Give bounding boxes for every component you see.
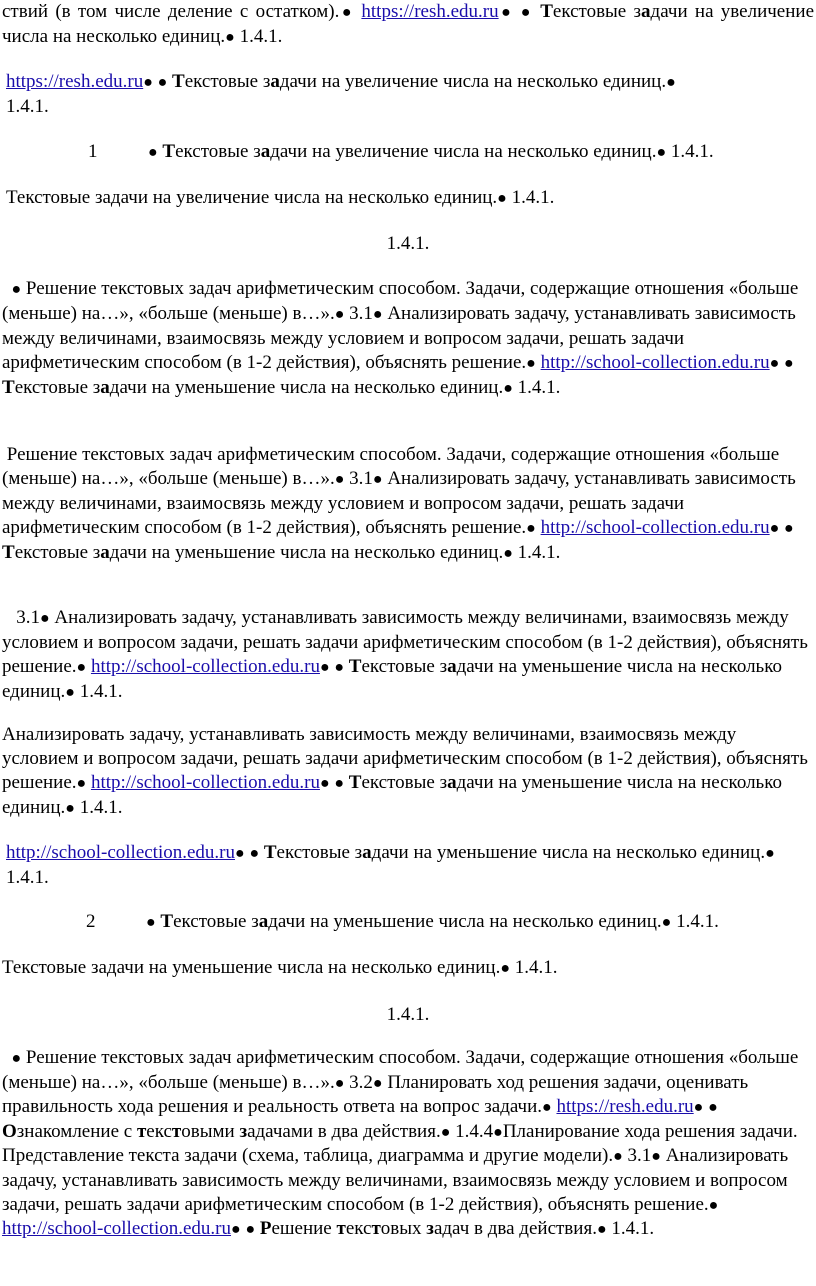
bullet-icon: ● xyxy=(231,1221,241,1239)
paragraph-8: 3.1● Анализировать задачу, устанавливать зависимость между величинами, взаимосвязь между условием и вопросом задачи, решать задачи арифметическим способом (в 1-2 действия), объяснять решение.● http://school-collection.edu.ru● ● Текстовые задачи на уменьшение числа на несколько единиц.● 1.4.1. xyxy=(2,607,808,702)
bullet-icon: ● xyxy=(784,355,794,372)
bullet-icon: ● xyxy=(372,471,383,488)
bullet-icon: ● xyxy=(225,29,235,46)
bullet-icon: ● xyxy=(245,1221,256,1239)
bullet-icon: ● xyxy=(11,281,22,298)
bullet-icon: ● xyxy=(65,684,75,701)
bullet-icon: ● xyxy=(520,4,533,21)
resh-link[interactable]: https://resh.edu.ru xyxy=(556,1096,694,1118)
school-collection-link[interactable]: http://school-collection.edu.ru xyxy=(90,772,320,793)
bullet-icon: ● xyxy=(493,1123,503,1141)
bullet-icon: ● xyxy=(334,659,345,676)
bullet-icon: ● xyxy=(157,74,168,91)
bullet-icon: ● xyxy=(339,4,355,21)
bullet-icon: ● xyxy=(372,306,383,323)
paragraph-7: Решение текстовых задач арифметическим способом. Задачи, содержащие отношения «больше (меньше) на…», «больше (меньше) в…».● 3.1● Анализировать задачу, устанавливать зависимость между величинами, взаимосвязь между условием и вопросом задачи, решать задачи арифметическим способом (в 1-2 действия), объяснять решение.● http://school-collection.edu.ru● ● Текстовые задачи на уменьшение числа на несколько единиц.● 1.4.1. xyxy=(2,444,796,563)
bullet-icon: ● xyxy=(613,1148,623,1166)
bullet-icon: ● xyxy=(693,1099,704,1117)
heading-1: 1 ● Текстовые задачи на увеличение числа на несколько единиц.● 1.4.1. xyxy=(88,141,714,162)
bullet-icon: ● xyxy=(11,1050,22,1067)
heading-2: 2 ● Текстовые задачи на уменьшение числа на несколько единиц.● 1.4.1. xyxy=(86,911,719,932)
bullet-icon: ● xyxy=(498,4,514,21)
bullet-icon: ● xyxy=(708,1099,718,1117)
school-collection-link[interactable]: http://school-collection.edu.ru xyxy=(540,352,770,373)
bullet-icon: ● xyxy=(784,520,794,537)
paragraph-14: ● Решение текстовых задач арифметическим способом. Задачи, содержащие отношения «больше (меньше) на…», «больше (меньше) в…».● 3.2● Планировать ход решения задачи, оценивать правильность хода решения и реальность ответа на вопрос задачи.● https://resh.edu.ru● ● Ознакомление с текстовыми задачами в два действия.● 1.4.4●Планирование хода решения задачи. Представление текста задачи (схема, таблица, диаграмма и другие модели).● 3.1● Анализировать задачу, устанавливать зависимость между величинами, взаимосвязь между условием и вопросом задачи, решать задачи арифметическим способом (в 1-2 действия), объяснять решение.● http://school-collection.edu.ru● ● Решение текстовых задач в два действия.● 1.4.1. xyxy=(2,1047,799,1240)
bullet-icon: ● xyxy=(76,659,87,676)
resh-link[interactable]: https://resh.edu.ru xyxy=(361,1,499,22)
bullet-icon: ● xyxy=(76,775,87,792)
bullet-icon: ● xyxy=(708,1196,719,1214)
resh-link[interactable]: https://resh.edu.ru xyxy=(6,71,144,92)
bullet-icon: ● xyxy=(143,74,153,91)
bullet-icon: ● xyxy=(500,960,511,977)
paragraph-1: ствий (в том числе деление с остатком).● https://resh.edu.ru● ● Текстовые задачи на увеличение числа на несколько единиц.● 1.4.1. xyxy=(2,1,815,47)
bullet-icon: ● xyxy=(235,845,245,862)
bullet-icon: ● xyxy=(503,545,513,562)
paragraph-12: Текстовые задачи на уменьшение числа на несколько единиц.● 1.4.1. xyxy=(2,957,558,978)
bullet-icon: ● xyxy=(526,355,536,372)
bullet-icon: ● xyxy=(40,610,50,627)
bullet-icon: ● xyxy=(769,355,780,372)
bullet-icon: ● xyxy=(542,1099,552,1117)
paragraph-2: https://resh.edu.ru● ● Текстовые задачи на увеличение числа на несколько единиц.● 1.4.1. xyxy=(6,71,676,117)
bullet-icon: ● xyxy=(334,471,345,488)
bullet-icon: ● xyxy=(146,914,156,931)
paragraph-4: Текстовые задачи на увеличение числа на несколько единиц.● 1.4.1. xyxy=(6,187,555,208)
school-collection-link[interactable]: http://school-collection.edu.ru xyxy=(540,517,770,538)
code-1-4-1: 1.4.1. xyxy=(386,1004,430,1025)
bullet-icon: ● xyxy=(372,1074,383,1092)
paragraph-10: http://school-collection.edu.ru● ● Текстовые задачи на уменьшение числа на несколько единиц.● 1.4.1. xyxy=(6,842,775,888)
bullet-icon: ● xyxy=(148,144,158,161)
school-collection-link[interactable]: http://school-collection.edu.ru xyxy=(90,656,320,677)
bullet-icon: ● xyxy=(651,1148,661,1166)
bullet-icon: ● xyxy=(503,380,513,397)
bullet-icon: ● xyxy=(656,144,667,161)
paragraph-9: Анализировать задачу, устанавливать зависимость между величинами, взаимосвязь между условием и вопросом задачи, решать задачи арифметическим способом (в 1-2 действия), объяснять решение.● http://school-collection.edu.ru● ● Текстовые задачи на уменьшение числа на несколько единиц.● 1.4.1. xyxy=(2,724,808,818)
school-collection-link[interactable]: http://school-collection.edu.ru xyxy=(2,1218,232,1240)
code-1-4-1: 1.4.1. xyxy=(386,233,430,254)
bullet-icon: ● xyxy=(666,74,676,91)
bullet-icon: ● xyxy=(319,659,330,676)
bullet-icon: ● xyxy=(765,845,775,862)
bullet-icon: ● xyxy=(440,1123,451,1141)
bullet-icon: ● xyxy=(769,520,780,537)
bullet-icon: ● xyxy=(497,190,507,207)
bullet-icon: ● xyxy=(319,775,330,792)
bullet-icon: ● xyxy=(526,520,536,537)
paragraph-6: ● Решение текстовых задач арифметическим способом. Задачи, содержащие отношения «больше (меньше) на…», «больше (меньше) в…».● 3.1● Анализировать задачу, устанавливать зависимость между величинами, взаимосвязь между условием и вопросом задачи, решать задачи арифметическим способом (в 1-2 действия), объяснять решение.● http://school-collection.edu.ru● ● Текстовые задачи на уменьшение числа на несколько единиц.● 1.4.1. xyxy=(2,278,799,398)
bullet-icon: ● xyxy=(334,775,345,792)
bullet-icon: ● xyxy=(334,1074,345,1092)
bullet-icon: ● xyxy=(65,800,75,817)
bullet-icon: ● xyxy=(249,845,260,862)
school-collection-link[interactable]: http://school-collection.edu.ru xyxy=(6,842,236,863)
bullet-icon: ● xyxy=(596,1221,607,1239)
bullet-icon: ● xyxy=(334,306,345,323)
bullet-icon: ● xyxy=(661,914,672,931)
